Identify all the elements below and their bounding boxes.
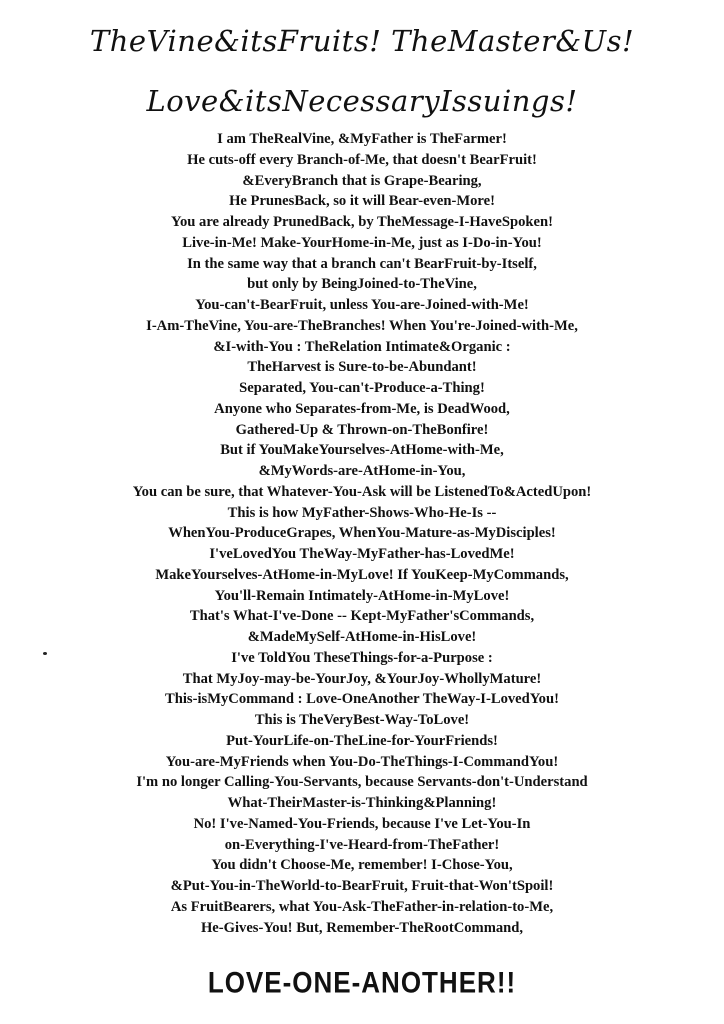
- verse-line: on-Everything-I've-Heard-from-TheFather!: [224, 836, 500, 853]
- verse-line: You'll-Remain Intimately-AtHome-in-MyLove!: [214, 587, 510, 604]
- verse-line: No! I've-Named-You-Friends, because I've Let-You-In: [193, 815, 531, 832]
- verse-line: This-isMyCommand : Love-OneAnother TheWay-I-LovedYou!: [165, 691, 559, 708]
- verse-line: You can be sure, that Whatever-You-Ask will be ListenedTo&ActedUpon!: [132, 483, 592, 500]
- verse-line: That MyJoy-may-be-YourJoy, &YourJoy-WhollyMature!: [182, 670, 542, 687]
- verse-line: You didn't Choose-Me, remember! I-Chose-You,: [211, 857, 513, 874]
- verse-line: but only by BeingJoined-to-TheVine,: [247, 276, 477, 293]
- verse-line: You-are-MyFriends when You-Do-TheThings-I-CommandYou!: [165, 753, 559, 770]
- verse-line: I'veLovedYou TheWay-MyFather-has-LovedMe!: [209, 546, 515, 562]
- verse-text: [0, 129, 724, 938]
- verse-line: This is TheVeryBest-Way-ToLove!: [254, 712, 470, 728]
- verse-line: He-Gives-You! But, Remember-TheRootCommand,: [200, 919, 524, 936]
- verse-line: Live-in-Me! Make-YourHome-in-Me, just as I-Do-in-You!: [182, 234, 542, 251]
- verse-line: WhenYou-ProduceGrapes, WhenYou-Mature-as-MyDisciples!: [168, 525, 556, 542]
- verse-line: MakeYourselves-AtHome-in-MyLove! If YouKeep-MyCommands,: [155, 566, 569, 583]
- verse-line: &MadeMySelf-AtHome-in-HisLove!: [247, 629, 477, 645]
- verse-line: I am TheRealVine, &MyFather is TheFarmer!: [217, 131, 507, 147]
- verse-line: Gathered-Up & Thrown-on-TheBonfire!: [235, 421, 489, 438]
- verse-line: This is how MyFather-Shows-Who-He-Is --: [227, 504, 497, 521]
- verse-line: I'm no longer Calling-You-Servants, because Servants-don't-Understand: [136, 774, 588, 791]
- closing-command: LOVE-ONE-ANOTHER!!: [207, 964, 517, 1000]
- verse-line: Put-YourLife-on-TheLine-for-YourFriends!: [226, 732, 498, 749]
- verse-line: You are already PrunedBack, by TheMessage-I-HaveSpoken!: [171, 214, 553, 230]
- verse-line: As FruitBearers, what You-Ask-TheFather-in-relation-to-Me,: [170, 898, 554, 915]
- verse-line: What-TheirMaster-is-Thinking&Planning!: [227, 795, 497, 811]
- ink-speck: [43, 652, 47, 655]
- verse-line: He cuts-off every Branch-of-Me, that doesn't BearFruit!: [187, 151, 537, 168]
- title-line-1: TheVine&itsFruits! TheMaster&Us!: [89, 24, 635, 58]
- verse-line: I've ToldYou TheseThings-for-a-Purpose :: [231, 649, 493, 666]
- verse-line: &MyWords-are-AtHome-in-You,: [258, 463, 466, 479]
- verse-line: &EveryBranch that is Grape-Bearing,: [242, 172, 482, 189]
- verse-line: In the same way that a branch can't BearFruit-by-Itself,: [187, 255, 537, 272]
- title-line-2: Love&itsNecessaryIssuings!: [146, 84, 578, 118]
- verse-line: You-can't-BearFruit, unless You-are-Joined-with-Me!: [195, 297, 529, 313]
- verse-line: That's What-I've-Done -- Kept-MyFather'sCommands,: [189, 608, 535, 625]
- verse-line: TheHarvest is Sure-to-be-Abundant!: [247, 359, 477, 376]
- verse-line: I-Am-TheVine, You-are-TheBranches! When You're-Joined-with-Me,: [146, 317, 578, 334]
- verse-line: Anyone who Separates-from-Me, is DeadWood,: [214, 400, 510, 417]
- verse-line: But if YouMakeYourselves-AtHome-with-Me,: [220, 442, 504, 459]
- verse-line: Separated, You-can't-Produce-a-Thing!: [239, 380, 485, 396]
- verse-line: &Put-You-in-TheWorld-to-BearFruit, Fruit-that-Won'tSpoil!: [170, 878, 554, 894]
- verse-line: He PrunesBack, so it will Bear-even-More!: [229, 193, 495, 210]
- verse-line: &I-with-You : TheRelation Intimate&Organic :: [213, 338, 511, 355]
